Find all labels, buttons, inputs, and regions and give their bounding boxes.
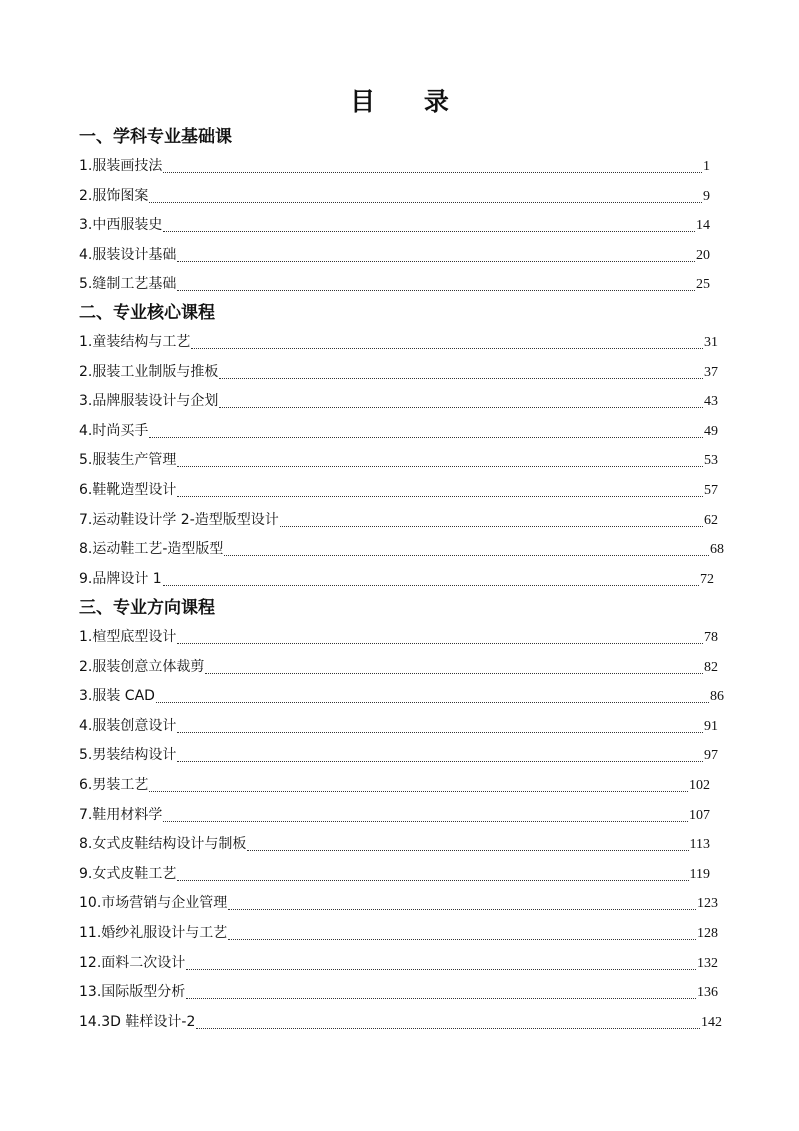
toc-page-number: 113 <box>689 837 710 853</box>
toc-page-number: 142 <box>701 1014 722 1030</box>
toc-entry-title: 8.运动鞋工艺-造型版型 <box>79 541 224 558</box>
toc-entry[interactable] <box>79 657 718 678</box>
toc-entry[interactable] <box>79 1012 722 1033</box>
dot-leader <box>177 732 703 733</box>
dot-leader <box>177 496 703 497</box>
toc-page-number: 20 <box>696 247 710 263</box>
dot-leader <box>163 172 702 173</box>
toc-entry[interactable] <box>79 745 718 766</box>
dot-leader <box>163 231 695 232</box>
toc-entry-title: 7.鞋用材料学 <box>79 806 163 823</box>
toc-entry-title: 2.服装创意立体裁剪 <box>79 658 205 675</box>
toc-entry[interactable] <box>79 982 718 1003</box>
dot-leader <box>224 555 709 556</box>
toc-page-number: 37 <box>704 364 718 380</box>
dot-leader <box>163 821 688 822</box>
toc-page-number: 9 <box>703 188 710 204</box>
toc-entry[interactable] <box>79 893 718 914</box>
dot-leader <box>196 1028 700 1029</box>
toc-entry-title: 1.童装结构与工艺 <box>79 334 191 350</box>
toc-entry-title: 4.服装设计基础 <box>79 246 177 263</box>
toc-entry-title: 7.运动鞋设计学 2-造型版型设计 <box>79 511 279 528</box>
toc-page-number: 86 <box>710 689 724 705</box>
dot-leader <box>177 261 695 262</box>
toc-entry[interactable] <box>79 274 710 295</box>
dot-leader <box>247 850 688 851</box>
toc-entry-title: 5.缝制工艺基础 <box>79 276 177 293</box>
toc-page-number: 78 <box>704 630 718 645</box>
toc-entry[interactable] <box>79 686 724 707</box>
dot-leader <box>177 761 703 762</box>
toc-entry[interactable] <box>79 186 710 207</box>
toc-page-number: 25 <box>696 277 710 293</box>
toc-entry-title: 9.品牌设计 1 <box>79 570 162 587</box>
toc-page-number: 49 <box>704 423 718 439</box>
toc-page-number: 128 <box>697 926 718 941</box>
toc-entry[interactable] <box>79 627 718 648</box>
toc-entry-title: 11.婚纱礼服设计与工艺 <box>79 925 228 941</box>
toc-entry-title: 3.中西服装史 <box>79 217 163 234</box>
dot-leader <box>228 939 696 940</box>
toc-entry[interactable] <box>79 156 710 177</box>
toc-entry-title: 3.服装 CAD <box>79 688 155 705</box>
toc-page-number: 91 <box>704 718 718 734</box>
toc-entry[interactable] <box>79 834 710 855</box>
toc-entry-title: 2.服装工业制版与推板 <box>79 363 219 380</box>
toc-page-number: 119 <box>689 866 710 882</box>
toc-entry-title: 1.楦型底型设计 <box>79 629 177 645</box>
section-heading: 三、专业方向课程 <box>79 598 215 618</box>
section-heading: 二、专业核心课程 <box>79 303 215 323</box>
toc-page-number: 107 <box>689 807 710 823</box>
toc-entry[interactable] <box>79 421 718 442</box>
dot-leader <box>163 585 699 586</box>
dot-leader <box>219 378 703 379</box>
toc-entry-title: 5.服装生产管理 <box>79 452 177 469</box>
toc-entry-title: 12.面料二次设计 <box>79 954 186 971</box>
toc-entry-title: 1.服装画技法 <box>79 158 163 174</box>
dot-leader <box>149 202 702 203</box>
toc-entry[interactable] <box>79 569 714 590</box>
toc-entry[interactable] <box>79 923 718 944</box>
toc-entry-title: 2.服饰图案 <box>79 187 149 204</box>
toc-page-number: 123 <box>697 896 718 912</box>
toc-page-number: 43 <box>704 394 718 410</box>
dot-leader <box>191 348 703 349</box>
toc-page-number: 102 <box>689 778 710 793</box>
dot-leader <box>149 437 703 438</box>
toc-entry[interactable] <box>79 539 724 560</box>
dot-leader <box>177 466 703 467</box>
toc-page-number: 57 <box>704 483 718 498</box>
dot-leader <box>205 673 703 674</box>
toc-entry[interactable] <box>79 480 718 501</box>
toc-entry-title: 13.国际版型分析 <box>79 984 186 1001</box>
toc-entry[interactable] <box>79 215 710 236</box>
dot-leader <box>186 998 696 999</box>
toc-page-number: 68 <box>710 542 724 558</box>
toc-entry-title: 4.时尚买手 <box>79 422 149 439</box>
toc-entry[interactable] <box>79 245 710 266</box>
toc-entry-title: 3.品牌服装设计与企划 <box>79 393 219 410</box>
dot-leader <box>228 909 696 910</box>
toc-entry-title: 5.男装结构设计 <box>79 747 177 764</box>
toc-page-number: 14 <box>696 218 710 234</box>
toc-page-number: 136 <box>697 985 718 1001</box>
toc-page-number: 1 <box>703 159 710 174</box>
toc-entry-title: 14.3D 鞋样设计-2 <box>79 1013 196 1030</box>
toc-entry[interactable] <box>79 864 710 885</box>
toc-entry[interactable] <box>79 362 718 383</box>
toc-page-number: 72 <box>700 571 714 587</box>
toc-entry[interactable] <box>79 332 718 353</box>
toc-entry-title: 6.鞋靴造型设计 <box>79 482 177 498</box>
toc-entry[interactable] <box>79 450 718 471</box>
page-title: 目 录 <box>350 87 469 116</box>
dot-leader <box>177 880 688 881</box>
dot-leader <box>219 407 703 408</box>
toc-entry-title: 9.女式皮鞋工艺 <box>79 865 177 882</box>
toc-entry[interactable] <box>79 716 718 737</box>
toc-entry-title: 4.服装创意设计 <box>79 717 177 734</box>
toc-entry[interactable] <box>79 953 718 974</box>
dot-leader <box>186 969 696 970</box>
toc-page-number: 97 <box>704 748 718 764</box>
dot-leader <box>156 702 709 703</box>
dot-leader <box>280 526 703 527</box>
toc-entry[interactable] <box>79 805 710 826</box>
toc-page-number: 82 <box>704 659 718 675</box>
dot-leader <box>149 791 688 792</box>
toc-page-number: 132 <box>697 955 718 971</box>
toc-entry-title: 10.市场营销与企业管理 <box>79 895 228 912</box>
toc-page-number: 31 <box>704 335 718 350</box>
dot-leader <box>177 643 703 644</box>
toc-entry-title: 6.男装工艺 <box>79 777 149 793</box>
toc-page-number: 62 <box>704 512 718 528</box>
toc-page-number: 53 <box>704 453 718 469</box>
toc-entry[interactable] <box>79 510 718 531</box>
section-heading: 一、学科专业基础课 <box>79 127 232 147</box>
toc-entry-title: 8.女式皮鞋结构设计与制板 <box>79 836 247 853</box>
toc-entry[interactable] <box>79 775 710 796</box>
toc-entry[interactable] <box>79 391 718 412</box>
dot-leader <box>177 290 695 291</box>
